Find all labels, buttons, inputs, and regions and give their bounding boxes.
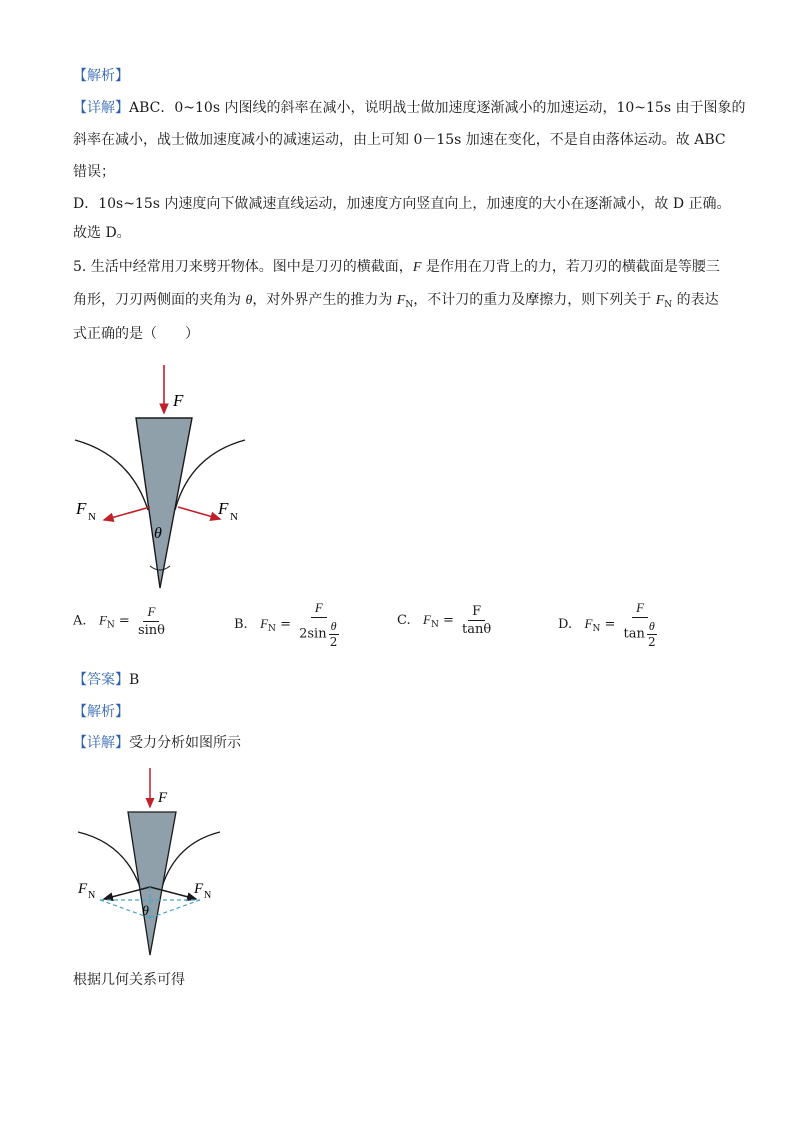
label-FN-left: F <box>76 499 87 518</box>
left-curve-2 <box>78 832 140 887</box>
answer-line: 【答案】B <box>73 672 140 688</box>
label-FN-right-2: F <box>194 881 204 897</box>
question-line-1: 5. 生活中经常用刀来劈开物体。图中是刀刃的横截面，F 是作用在刀背上的力，若刀刃的横截面是等腰三 <box>73 259 720 275</box>
label-FN-left-sub: N <box>88 511 96 523</box>
label-F: F <box>173 391 184 410</box>
question-line-3: 式正确的是（ ） <box>73 326 199 342</box>
blade-shape <box>136 418 192 588</box>
blade-figure-1 <box>70 360 260 595</box>
option-B[interactable]: B. $F_N$ = F 2sin $\frac{\theta}{2}$ <box>234 600 338 649</box>
label-theta: θ <box>154 525 162 542</box>
detail2-line: 【详解】受力分析如图所示 <box>73 735 241 751</box>
question-line-2: 角形，刀刃两侧面的夹角为 θ，对外界产生的推力为 $F_N$，不计刀的重力及摩擦力，则下列关于 $F_N$ 的表达 <box>73 292 719 310</box>
label-FN-left-sub-2: N <box>88 890 96 901</box>
analysis-tag-2: 【解析】 <box>73 704 129 720</box>
option-A[interactable]: A. $F_N$ = $\frac{F}{\sin\theta}$ <box>73 604 165 638</box>
label-theta-2: θ <box>142 904 149 919</box>
footer-line: 根据几何关系可得 <box>73 972 185 988</box>
analysis-tag: 【解析】 <box>73 68 129 84</box>
blade-figure-2 <box>72 765 232 960</box>
detail-line-1: 【详解】ABC．0~10s 内图线的斜率在减小，说明战士做加速度逐渐减小的加速运动，10~15s 由于图象的 <box>73 100 746 116</box>
detail-line-3: 错误； <box>73 164 115 180</box>
blade-shape-2 <box>128 812 176 955</box>
label-FN-right-sub-2: N <box>204 890 212 901</box>
label-FN-right-sub: N <box>230 511 238 523</box>
option-C[interactable]: C. $F_N$ = $\frac{F}{\tan\theta}$ <box>397 604 492 637</box>
detail-line-4: D．10s~15s 内速度向下做减速直线运动，加速度方向竖直向上，加速度的大小在逐渐减小，故 D 正确。 <box>73 196 731 212</box>
force-FN-left-arrow <box>104 507 150 520</box>
label-FN-right: F <box>218 499 229 518</box>
detail-line-5: 故选 D。 <box>73 225 131 241</box>
label-FN-left-2: F <box>78 881 88 897</box>
option-D[interactable]: D. $F_N$ = F tan $\frac{\theta}{2}$ <box>558 600 656 649</box>
label-F-2: F <box>158 790 168 806</box>
force-FN-right-arrow <box>178 507 220 519</box>
detail-line-2: 斜率在减小，战士做加速度减小的减速运动，由上可知 0－15s 加速在变化，不是自由落体运动。故 ABC <box>73 132 726 148</box>
